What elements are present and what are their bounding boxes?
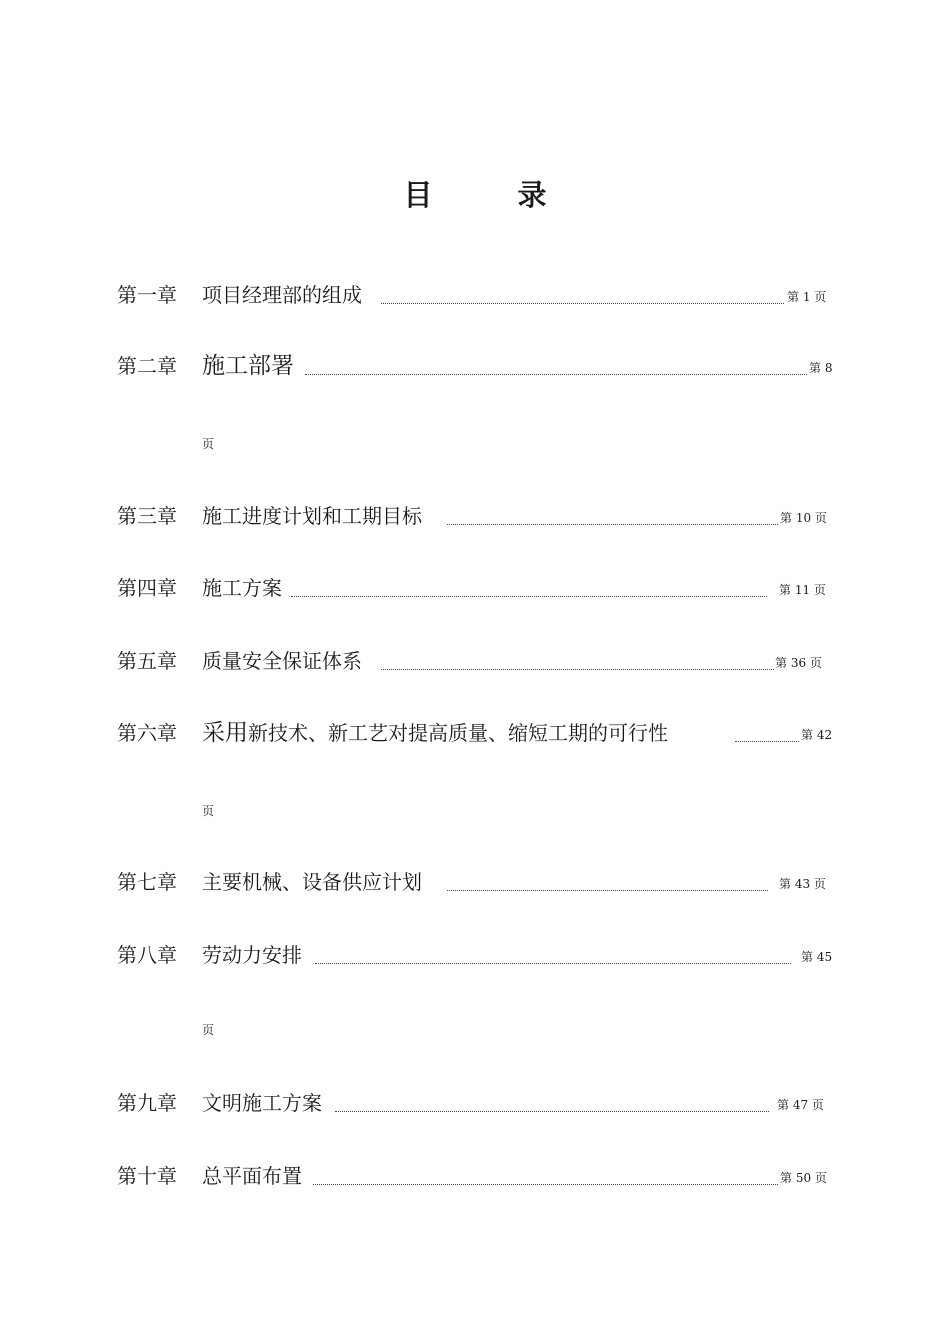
chapter-title-rest: 新技术、新工艺对提高质量、缩短工期的可行性 — [248, 721, 668, 745]
chapter-title: 质量安全保证体系 — [202, 649, 362, 673]
chapter-title: 主要机械、设备供应计划 — [202, 870, 422, 894]
page-number: 第 36 页 — [775, 656, 822, 670]
leader-dots — [735, 741, 799, 742]
leader-dots — [381, 669, 774, 670]
toc-entry[interactable] — [117, 350, 837, 382]
page-wrap: 页 — [202, 804, 215, 818]
leader-dots — [313, 1184, 778, 1185]
leader-dots — [291, 596, 767, 597]
toc-entry[interactable] — [117, 645, 837, 677]
chapter-title: 文明施工方案 — [202, 1091, 322, 1115]
page-number: 第 43 页 — [779, 877, 826, 891]
page-number: 第 47 页 — [777, 1098, 824, 1112]
page-number: 第 50 页 — [780, 1171, 827, 1185]
chapter-title: 总平面布置 — [202, 1164, 302, 1188]
chapter-title-prefix: 采用 — [202, 720, 248, 746]
chapter-title — [202, 717, 668, 749]
toc-entry[interactable] — [117, 1160, 837, 1192]
chapter-number: 第十章 — [117, 1164, 177, 1188]
toc-entry[interactable] — [117, 939, 837, 971]
toc-entry[interactable] — [117, 1087, 837, 1119]
chapter-number: 第三章 — [117, 504, 177, 528]
chapter-title: 项目经理部的组成 — [202, 283, 362, 307]
chapter-number: 第九章 — [117, 1091, 177, 1115]
page-wrap: 页 — [202, 1023, 215, 1037]
leader-dots — [381, 303, 784, 304]
toc-entry[interactable] — [117, 717, 837, 749]
page-number: 第 11 页 — [779, 583, 826, 597]
page-number: 第 8 — [809, 361, 833, 375]
toc-entry[interactable] — [117, 500, 837, 532]
chapter-title: 施工方案 — [202, 576, 282, 600]
chapter-number: 第四章 — [117, 576, 177, 600]
chapter-title: 施工部署 — [202, 353, 294, 379]
page-number: 第 10 页 — [780, 511, 827, 525]
chapter-title: 劳动力安排 — [202, 943, 302, 967]
toc-title: 目 录 — [403, 178, 575, 212]
chapter-number: 第一章 — [117, 283, 177, 307]
chapter-number: 第六章 — [117, 721, 177, 745]
chapter-title: 施工进度计划和工期目标 — [202, 504, 422, 528]
page-number: 第 42 — [801, 728, 833, 742]
toc-entry[interactable] — [117, 866, 837, 898]
chapter-number: 第二章 — [117, 354, 177, 378]
toc-entry[interactable] — [117, 279, 837, 311]
leader-dots — [447, 524, 778, 525]
chapter-number: 第五章 — [117, 649, 177, 673]
page-number: 第 1 页 — [787, 290, 827, 304]
leader-dots — [447, 890, 768, 891]
leader-dots — [315, 963, 791, 964]
toc-entry[interactable] — [117, 572, 837, 604]
page-wrap: 页 — [202, 437, 215, 451]
leader-dots — [305, 374, 807, 375]
chapter-number: 第七章 — [117, 870, 177, 894]
leader-dots — [335, 1111, 769, 1112]
page-number: 第 45 — [801, 950, 833, 964]
chapter-number: 第八章 — [117, 943, 177, 967]
